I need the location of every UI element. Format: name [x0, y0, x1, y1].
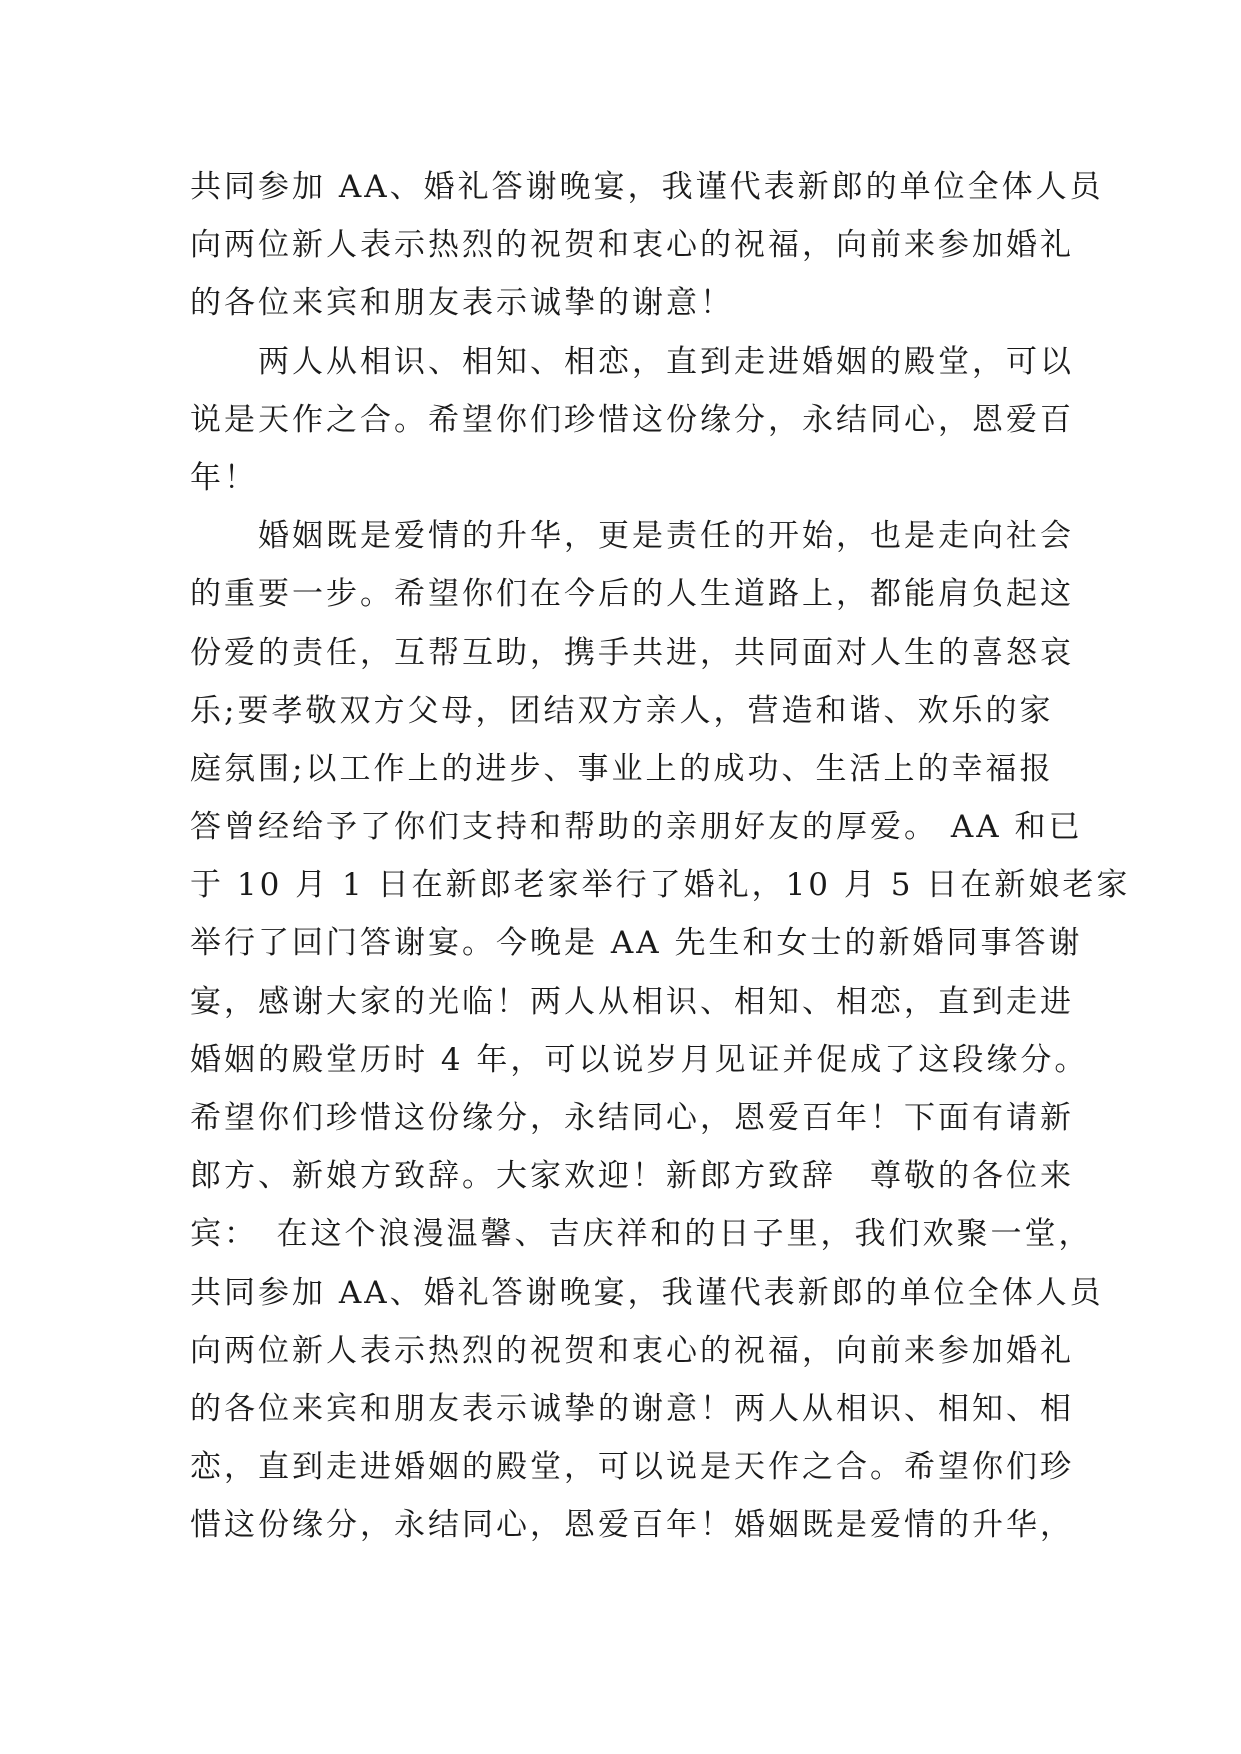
text-line: 乐;要孝敬双方父母，团结双方亲人，营造和谐、欢乐的家	[190, 692, 1054, 729]
text-line: 向两位新人表示热烈的祝贺和衷心的祝福，向前来参加婚礼	[190, 1332, 1074, 1369]
text-line: 举行了回门答谢宴。今晚是 AA 先生和女士的新婚同事答谢	[190, 925, 1083, 962]
text-line: 婚姻既是爱情的升华，更是责任的开始，也是走向社会	[190, 518, 1074, 555]
text-line: 年！	[190, 459, 258, 496]
text-line: 两人从相识、相知、相恋，直到走进婚姻的殿堂，可以	[190, 343, 1074, 380]
document-body	[190, 158, 1131, 1555]
text-line: 的重要一步。希望你们在今后的人生道路上，都能肩负起这	[190, 576, 1074, 613]
text-line: 希望你们珍惜这份缘分，永结同心，恩爱百年！下面有请新	[190, 1100, 1074, 1136]
text-line: 庭氛围;以工作上的进步、事业上的成功、生活上的幸福报	[190, 750, 1054, 787]
text-line: 于 10 月 1 日在新郎老家举行了婚礼，10 月 5 日在新娘老家	[190, 867, 1131, 904]
text-line: 宾： 在这个浪漫温馨、吉庆祥和的日子里，我们欢聚一堂，	[190, 1216, 1093, 1253]
text-line: 份爱的责任，互帮互助，携手共进，共同面对人生的喜怒哀	[190, 634, 1074, 671]
text-line: 的各位来宾和朋友表示诚挚的谢意！两人从相识、相知、相	[190, 1390, 1074, 1427]
text-line: 的各位来宾和朋友表示诚挚的谢意！	[190, 285, 734, 322]
text-line: 答曾经给予了你们支持和帮助的亲朋好友的厚爱。 AA 和已	[190, 809, 1083, 846]
text-line: 婚姻的殿堂历时 4 年，可以说岁月见证并促成了这段缘分。	[190, 1041, 1089, 1078]
text-line: 惜这份缘分，永结同心，恩爱百年！婚姻既是爱情的升华，	[190, 1507, 1074, 1544]
text-line: 共同参加 AA、婚礼答谢晚宴，我谨代表新郎的单位全体人员	[190, 1274, 1104, 1311]
text-line: 恋，直到走进婚姻的殿堂，可以说是天作之合。希望你们珍	[190, 1449, 1074, 1486]
text-line: 说是天作之合。希望你们珍惜这份缘分，永结同心，恩爱百	[190, 401, 1074, 438]
text-line: 向两位新人表示热烈的祝贺和衷心的祝福，向前来参加婚礼	[190, 227, 1074, 264]
text-line: 共同参加 AA、婚礼答谢晚宴，我谨代表新郎的单位全体人员	[190, 169, 1104, 205]
text-line: 宴，感谢大家的光临！两人从相识、相知、相恋，直到走进	[190, 983, 1074, 1020]
text-line: 郎方、新娘方致辞。大家欢迎！新郎方致辞 尊敬的各位来	[190, 1158, 1074, 1195]
